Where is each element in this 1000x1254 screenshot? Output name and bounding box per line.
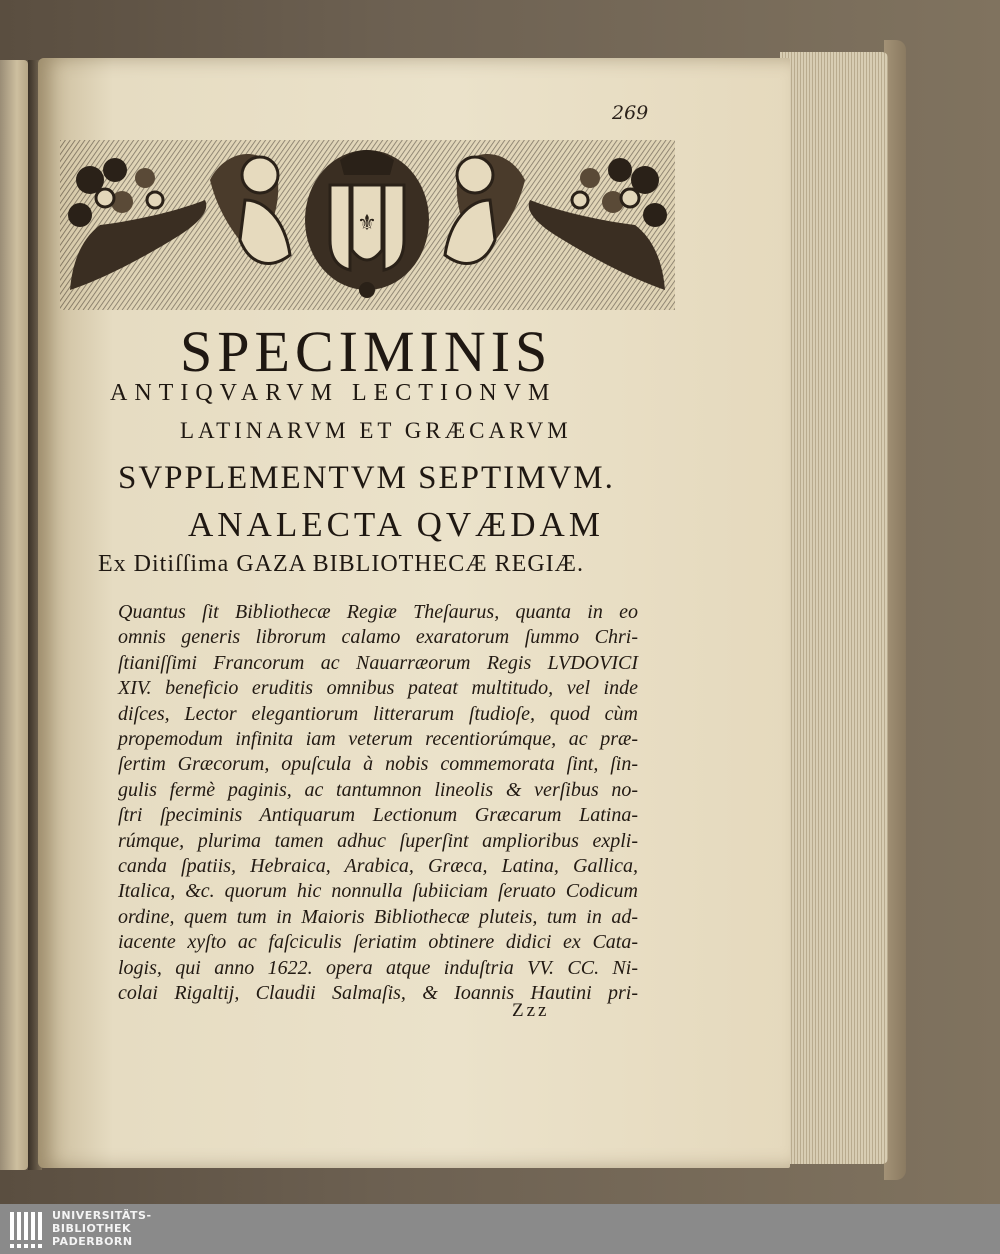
- library-name-line: PADERBORN: [52, 1235, 133, 1248]
- body-line: logis, qui anno 1622. opera atque induſtria VV. CC. Ni-: [118, 956, 638, 979]
- page-number: 269: [612, 102, 649, 124]
- body-line: canda ſpatiis, Hebraica, Arabica, Græca, Latina, Gallica,: [118, 855, 638, 878]
- body-line: diſces, Lector elegantiorum litterarum ſtudioſe, quod cùm: [118, 702, 638, 725]
- body-line: ſtri ſpeciminis Antiquarum Lectionum Græcarum Latina-: [118, 804, 638, 827]
- page-stack-edge: [780, 52, 888, 1164]
- body-line: gulis fermè paginis, ac tantumnon lineolis & verſibus no-: [118, 778, 638, 801]
- body-line: omnis generis librorum calamo exaratorum ſummo Chri-: [118, 626, 638, 649]
- body-line: iacente xyſto ac faſciculis ſeriatim obtinere didici ex Cata-: [118, 931, 638, 954]
- subtitle-line-5: Ex Ditiſſima GAZA BIBLIOTHECÆ REGIÆ.: [98, 551, 584, 577]
- library-name: [52, 1209, 152, 1248]
- body-line: XIV. beneficio eruditis omnibus pateat multitudo, vel inde: [118, 677, 638, 700]
- body-line: propemodum infinita iam veterum recentiorúmque, ac præ-: [118, 728, 638, 751]
- body-text: [118, 600, 638, 1007]
- subtitle-line-4: ANALECTA QVÆDAM: [188, 505, 604, 544]
- subtitle-line-2: LATINARVM ET GRÆCARVM: [180, 418, 572, 443]
- library-name-line: UNIVERSITÄTS-: [52, 1209, 152, 1222]
- body-line: Italica, &c. quorum hic nonnulla ſubiiciam ſeruato Codicum: [118, 880, 638, 903]
- body-line: Quantus ſit Bibliothecæ Regiæ Theſaurus, quanta in eo: [118, 601, 638, 623]
- subtitle-line-1: ANTIQVARVM LECTIONVM: [110, 380, 557, 406]
- woodcut-headpiece-ornament: [60, 140, 675, 310]
- main-title: SPECIMINIS: [180, 319, 553, 384]
- catchword: Zzz: [512, 1000, 550, 1021]
- svg-text:⚜: ⚜: [357, 211, 377, 236]
- verso-page-edge: [0, 60, 28, 1170]
- body-line: ordine, quem tum in Maioris Bibliothecæ pluteis, tum in ad-: [118, 905, 638, 928]
- library-logo-icon: [8, 1210, 44, 1250]
- body-line: rúmque, plurima tamen adhuc ſuperſint amplioribus expli-: [118, 829, 638, 852]
- body-line: ſtianiſſimi Francorum ac Nauarræorum Regis LVDOVICI: [118, 651, 638, 674]
- subtitle-line-3: SVPPLEMENTVM SEPTIMVM.: [118, 460, 615, 496]
- library-name-line: BIBLIOTHEK: [52, 1222, 132, 1235]
- body-line: colai Rigaltij, Claudii Salmaſis, & Ioannis Hautini pri-: [118, 982, 638, 1005]
- body-line: ſertim Græcorum, opuſcula à nobis commemorata ſint, ſin-: [118, 753, 638, 776]
- footer-bar: [0, 1204, 1000, 1254]
